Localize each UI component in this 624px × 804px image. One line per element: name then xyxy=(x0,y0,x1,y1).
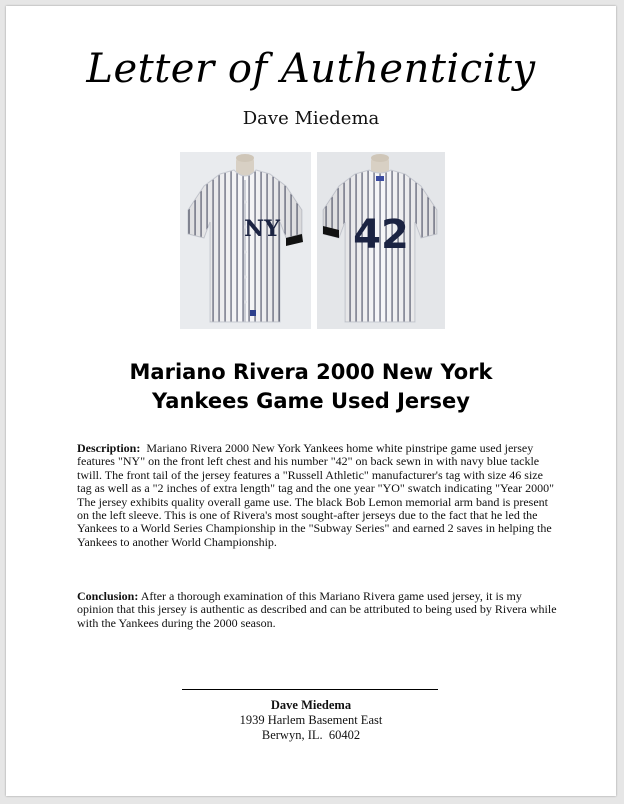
ny-logo: NY xyxy=(244,216,280,242)
jersey-front-photo xyxy=(180,152,311,329)
jersey-back-photo xyxy=(317,152,445,329)
jersey-number: 42 xyxy=(353,212,409,258)
signature-line xyxy=(182,689,438,690)
address-line-1: 1939 Harlem Basement East xyxy=(239,713,383,727)
headline-line-1: Mariano Rivera 2000 New York xyxy=(129,360,493,384)
jersey-headline xyxy=(6,358,616,416)
signature-block xyxy=(6,698,616,743)
address-line-2: Berwyn, IL. 60402 xyxy=(261,728,361,742)
description-label: Description: xyxy=(77,441,141,455)
conclusion-paragraph xyxy=(77,590,557,630)
description-paragraph xyxy=(77,442,557,549)
conclusion-label: Conclusion: xyxy=(77,589,139,603)
conclusion-text: After a thorough examination of this Mariano Rivera game used jersey, it is my opinion that this jersey is authentic as described and can be attributed to being used by Rivera while with the Yankees during the 2000 season. xyxy=(77,589,557,630)
letter-page xyxy=(6,6,616,796)
letter-title: Letter of Authenticity xyxy=(86,46,536,92)
signer-name: Dave Miedema xyxy=(270,698,352,712)
description-text: Mariano Rivera 2000 New York Yankees home white pinstripe game used jersey features "NY" on the front left chest and his number "42" on back sewn in with navy blue tackle twill. The front tail of the jersey features a "Russell Athletic" manufacturer's tag with size 46 size tag as well as a "2 inches of extra length" tag and the one year "YO" swatch indicating "Year 2000" The jersey exhibits quality overall game use. The black Bob Lemon memorial arm band is present on the left sleeve. This is one of Rivera's most sought-after jerseys due to the fact that he led the Yankees to a World Series Championship in the "Subway Series" and earned 2 saves in helping the Yankees to another World Championship. xyxy=(77,441,555,549)
author-name: Dave Miedema xyxy=(242,108,380,129)
headline-line-2: Yankees Game Used Jersey xyxy=(152,389,470,413)
